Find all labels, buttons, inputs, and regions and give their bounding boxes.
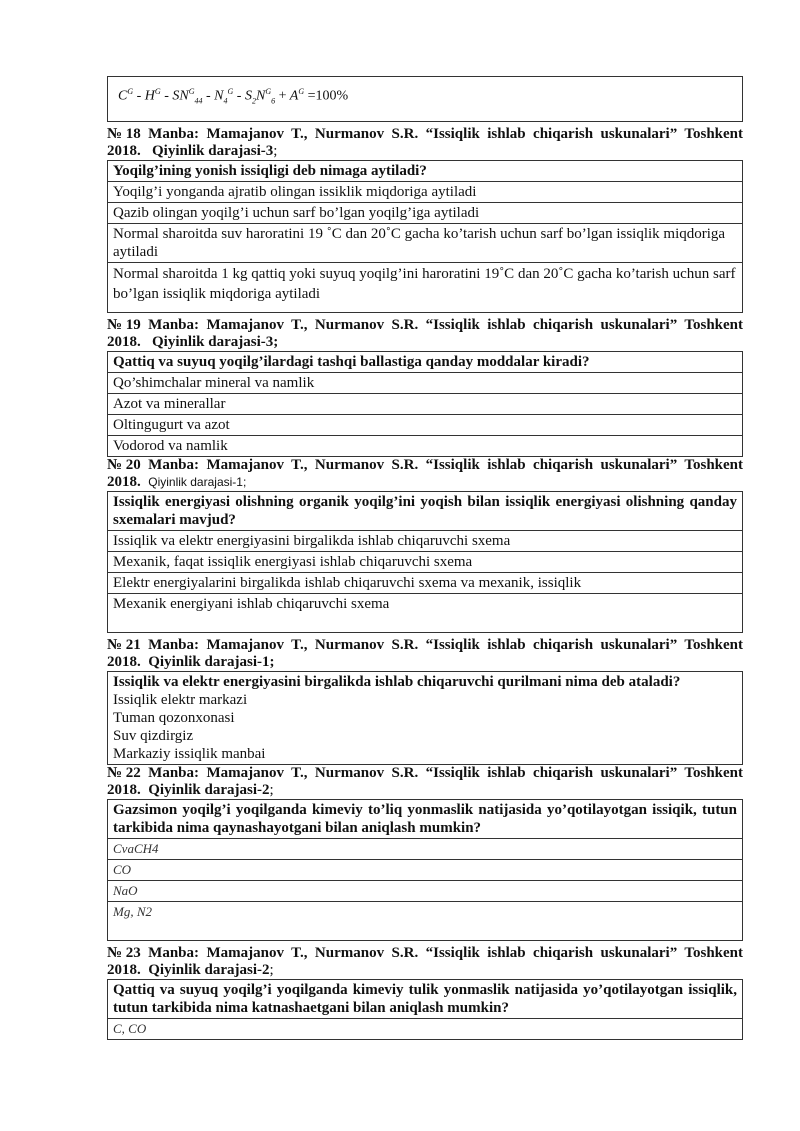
formula-n2: N bbox=[255, 88, 266, 104]
question-header bbox=[107, 126, 743, 160]
question-cell bbox=[108, 672, 743, 765]
level-suffix: ; bbox=[269, 782, 274, 798]
answer-option: Mg, N2 bbox=[108, 902, 743, 941]
formula-a-sup: G bbox=[298, 87, 305, 96]
answer-option: Tuman qozonxonasi bbox=[113, 710, 235, 726]
level-suffix: ; bbox=[273, 143, 278, 159]
question-header bbox=[107, 945, 743, 979]
formula-result: =100% bbox=[307, 88, 349, 104]
formula-n-sub: 4 bbox=[223, 96, 228, 106]
question-source: №19 Manba: Mamajanov T., Nurmanov S.R. “Issiqlik ishlab chiqarish uskunalari” Toshkent 2018. bbox=[107, 317, 743, 350]
answer-option: Vodorod va namlik bbox=[108, 436, 743, 457]
formula-plus: + bbox=[278, 88, 287, 104]
formula-n-sup: G bbox=[227, 87, 234, 96]
question-table bbox=[107, 160, 743, 313]
answer-option: Qazib olingan yoqilg’i uchun sarf bo’lgan yoqilg’iga aytiladi bbox=[108, 203, 743, 224]
question-header bbox=[107, 765, 743, 799]
formula-h: H bbox=[144, 88, 155, 104]
question-header bbox=[107, 457, 743, 491]
question-text: Issiqlik energiyasi olishning organik yoqilg’ini yoqish bilan issiqlik energiyasi olishning qanday sxemalari mavjud? bbox=[108, 492, 743, 531]
question-source: №21 Manba: Mamajanov T., Nurmanov S.R. “Issiqlik ishlab chiqarish uskunalari” Toshkent 2018. bbox=[107, 637, 743, 670]
question-block bbox=[107, 637, 743, 765]
difficulty-level: Qiyinlik darajasi-1; bbox=[148, 475, 247, 489]
formula-minus: - bbox=[206, 88, 211, 104]
formula-sn: SN bbox=[172, 88, 189, 104]
formula-box bbox=[107, 76, 743, 122]
question-source: №23 Manba: Mamajanov T., Nurmanov S.R. “Issiqlik ishlab chiqarish uskunalari” Toshkent 2018. bbox=[107, 945, 743, 978]
level-suffix: ; bbox=[269, 962, 274, 978]
difficulty-level: Qiyinlik darajasi-3 bbox=[152, 143, 274, 159]
formula-n2-sub: 6 bbox=[271, 96, 276, 106]
answer-option: Yoqilg’i yonganda ajratib olingan issiklik miqdoriga aytiladi bbox=[108, 182, 743, 203]
formula-s-sub: 2 bbox=[251, 96, 256, 106]
formula-a: A bbox=[289, 88, 299, 104]
formula-n2-sup: G bbox=[265, 87, 272, 96]
formula-h-sup: G bbox=[154, 87, 161, 96]
answer-option: Oltingugurt va azot bbox=[108, 415, 743, 436]
question-table bbox=[107, 351, 743, 457]
answer-option: Qo’shimchalar mineral va namlik bbox=[108, 373, 743, 394]
answer-option: Elektr energiyalarini birgalikda ishlab chiqaruvchi sxema va mexanik, issiqlik bbox=[108, 573, 743, 594]
question-table bbox=[107, 491, 743, 633]
answer-option: Mexanik, faqat issiqlik energiyasi ishlab chiqaruvchi sxema bbox=[108, 552, 743, 573]
formula-minus: - bbox=[236, 88, 242, 104]
answer-option: Normal sharoitda 1 kg qattiq yoki suyuq yoqilg’ini haroratini 19˚C dan 20˚C gacha ko’tarish uchun sarf bo’lgan issiqlik miqdoriga aytiladi bbox=[108, 263, 743, 313]
question-block bbox=[107, 126, 743, 313]
answer-option: Normal sharoitda suv haroratini 19 ˚C dan 20˚C gacha ko’tarish uchun sarf bo’lgan issiqlik miqdoriga aytiladi bbox=[108, 224, 743, 263]
formula-c-sup: G bbox=[127, 87, 134, 96]
question-text: Gazsimon yoqilg’i yoqilganda kimeviy to’liq yonmaslik natijasida yo’qotilayotgan issiqik, tutun tarkibida nima qaynashayotgani bilan aniqlash mumkin? bbox=[108, 800, 743, 839]
question-text: Qattiq va suyuq yoqilg’ilardagi tashqi ballastiga qanday moddalar kiradi? bbox=[108, 352, 743, 373]
question-header bbox=[107, 637, 743, 671]
answer-option: CO bbox=[108, 860, 743, 881]
question-table bbox=[107, 799, 743, 941]
answer-option: Issiqlik va elektr energiyasini birgalikda ishlab chiqaruvchi sxema bbox=[108, 531, 743, 552]
question-block bbox=[107, 457, 743, 633]
formula bbox=[118, 87, 348, 105]
question-block bbox=[107, 317, 743, 457]
difficulty-level: Qiyinlik darajasi-2 bbox=[148, 962, 270, 978]
answer-option: CvaCH4 bbox=[108, 839, 743, 860]
question-block bbox=[107, 765, 743, 941]
question-header bbox=[107, 317, 743, 351]
answer-option: NaO bbox=[108, 881, 743, 902]
formula-minus: - bbox=[164, 88, 169, 104]
question-block bbox=[107, 945, 743, 1040]
question-source: №20 Manba: Mamajanov T., Nurmanov S.R. “Issiqlik ishlab chiqarish uskunalari” Toshkent 2018. bbox=[107, 457, 743, 490]
question-source: №22 Manba: Mamajanov T., Nurmanov S.R. “Issiqlik ishlab chiqarish uskunalari” Toshkent 2018. bbox=[107, 765, 743, 798]
formula-c: C bbox=[118, 88, 128, 104]
answer-option: Mexanik energiyani ishlab chiqaruvchi sxema bbox=[108, 594, 743, 633]
answer-option: Suv qizdirgiz bbox=[113, 728, 194, 744]
question-text: Qattiq va suyuq yoqilg’i yoqilganda kimeviy tulik yonmaslik natijasida yo’qotilayotgan issiqlik, tutun tarkibida nima katnashaetgani bilan aniqlash mumkin? bbox=[108, 980, 743, 1019]
answer-option: Issiqlik elektr markazi bbox=[113, 692, 248, 708]
difficulty-level: Qiyinlik darajasi-1; bbox=[148, 654, 275, 670]
question-table bbox=[107, 979, 743, 1040]
document-page bbox=[107, 76, 743, 1040]
formula-sn-sup: G bbox=[188, 87, 195, 96]
question-source: №18 Manba: Mamajanov T., Nurmanov S.R. “Issiqlik ishlab chiqarish uskunalari” Toshkent 2018. bbox=[107, 126, 743, 159]
formula-s: S bbox=[244, 88, 252, 104]
formula-n: N bbox=[214, 88, 224, 104]
formula-sn-sub: 44 bbox=[194, 96, 203, 106]
answer-option: Markaziy issiqlik manbai bbox=[113, 746, 266, 762]
answer-option: C, CO bbox=[108, 1019, 743, 1040]
difficulty-level: Qiyinlik darajasi-3; bbox=[152, 334, 279, 350]
question-text: Issiqlik va elektr energiyasini birgalikda ishlab chiqaruvchi qurilmani nima deb ataladi? bbox=[113, 674, 681, 690]
formula-minus: - bbox=[136, 88, 142, 104]
answer-option: Azot va minerallar bbox=[108, 394, 743, 415]
difficulty-level: Qiyinlik darajasi-2 bbox=[148, 782, 270, 798]
question-text: Yoqilg’ining yonish issiqligi deb nimaga aytiladi? bbox=[108, 161, 743, 182]
question-table bbox=[107, 671, 743, 765]
